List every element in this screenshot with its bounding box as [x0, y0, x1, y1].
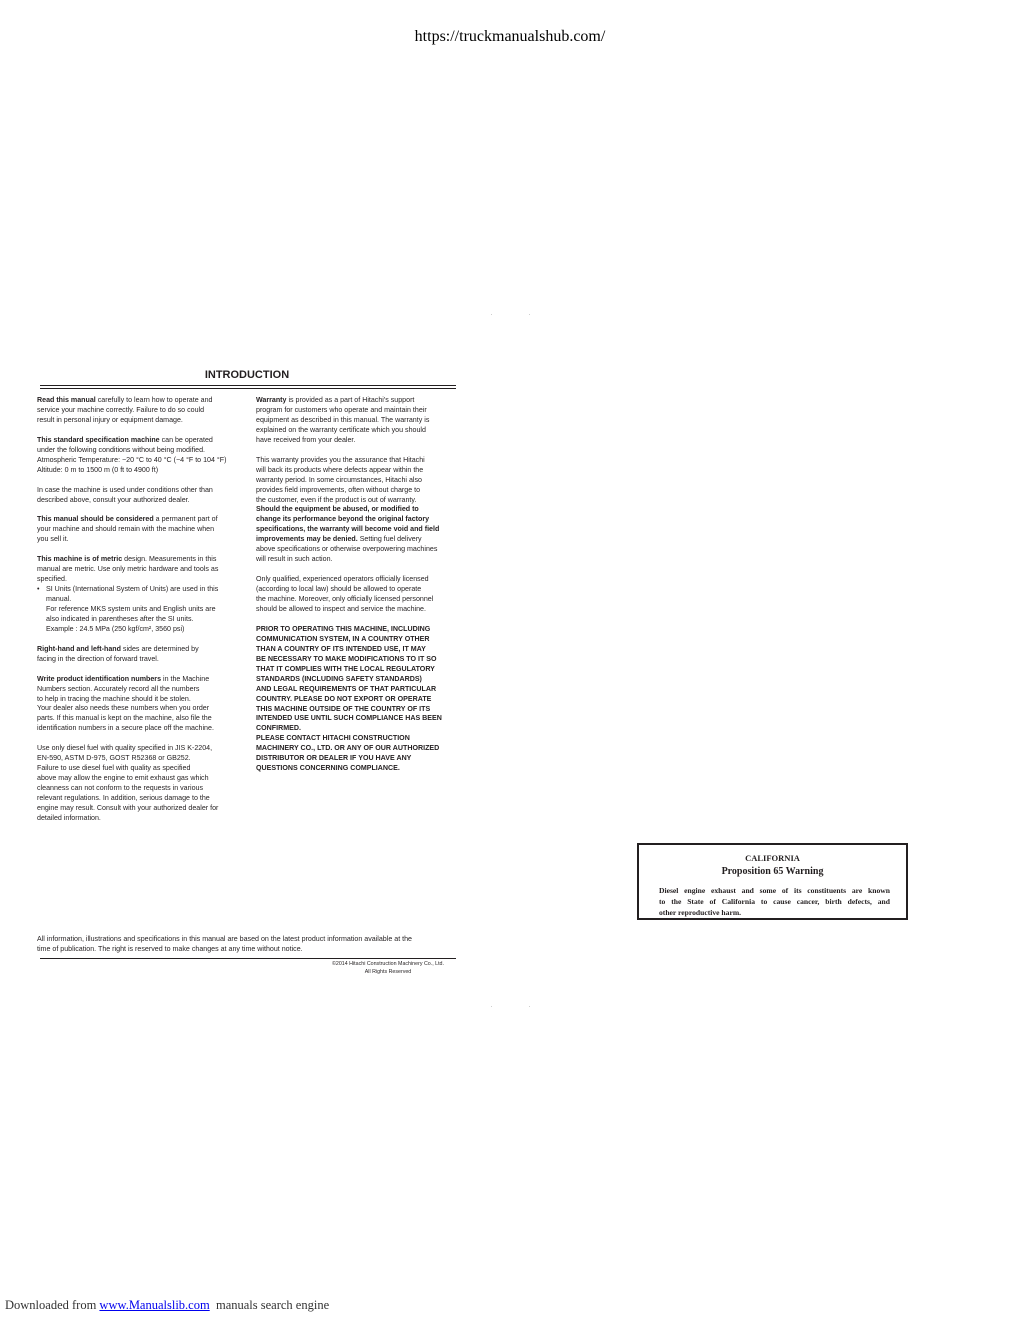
prop65-subtitle: Proposition 65 Warning [721, 866, 824, 877]
paragraph-compliance-notice: PRIOR TO OPERATING THIS MACHINE, INCLUDING COMMUNICATION SYSTEM, IN A COUNTRY OTHER THAN A COUNTRY OF ITS INTENDED USE, IT MAY BE NECESSARY TO MAKE MODIFICATIONS TO IT SO THAT IT COMPLIES WITH THE LOCAL REGULATORY STANDARDS (INCLUDING SAFETY STANDARDS) AND LEGAL REQUIREMENTS OF THAT PARTICULAR COUNTRY. PLEASE DO NOT EXPORT OR OPERATE THIS MACHINE OUTSIDE OF THE COUNTRY OF ITS INTENDED USE UNTIL SUCH COMPLIANCE HAS BEEN CONFIRMED. PLEASE CONTACT HITACHI CONSTRUCTION MACHINERY CO., LTD. OR ANY OF OUR AUTHORIZED DISTRIBUTOR OR DEALER IF YOU HAVE ANY QUESTIONS CONCERNING COMPLIANCE. [256, 624, 442, 773]
scan-mark [491, 1006, 492, 1007]
footer-prefix: Downloaded from [5, 1298, 100, 1312]
prop65-title: CALIFORNIA [745, 853, 800, 863]
paragraph-warranty-assurance: This warranty provides you the assurance that Hitachi will back its products where defects appear within the warranty period. In some circumstances, Hitachi also provides field improvements, often without charge to the customer, even if the product is out of warranty. Should the equipment be abused, or modified to change its performance beyond the original factory specifications, the warranty will become void and field improvements may be denied. Setting fuel delivery above specifications or otherwise overpowering machines will result in such action. [256, 455, 440, 564]
intro-left-column [37, 396, 239, 834]
scan-mark [529, 1006, 530, 1007]
paragraph-qualified-operators: Only qualified, experienced operators officially licensed (according to local law) should be allowed to operate the machine. Moreover, only officially licensed personnel should be allowed to inspect and service the machine. [256, 575, 434, 613]
page-title: INTRODUCTION [204, 369, 290, 381]
bullet-icon: • [37, 585, 40, 594]
scan-mark [491, 314, 492, 315]
manualslib-link[interactable]: www.Manualslib.com [99, 1298, 210, 1312]
source-url: https://truckmanualshub.com/ [414, 28, 606, 45]
title-rule [40, 385, 456, 386]
paragraph-standard-spec: This standard specification machine can be operated under the following conditions without being modified. Atmospheric Temperature: −20 °C to 40 °C (−4 °F to 104 °F) Altitude: 0 m to 1500 m (0 ft to 4900 ft) [37, 435, 227, 474]
paragraph-metric-design: This machine is of metric design. Measurements in this manual are metric. Use only metric hardware and tools as specified. • SI Units (International System of Units) are used in this manual. For reference MKS system units and English units are also indicated in parentheses after the SI units. Example : 24.5 MPa (250 kgf/cm², 3560 psi) [37, 555, 219, 633]
scan-mark [529, 314, 530, 315]
paragraph-other-conditions: In case the machine is used under conditions other than described above, consult your authorized dealer. [37, 485, 213, 504]
copyright: ©2014 Hitachi Construction Machinery Co., Ltd. All Rights Reserved [332, 961, 444, 975]
paragraph-identification-numbers: Write product identification numbers in the Machine Numbers section. Accurately record all the numbers to help in tracing the machine should it be stolen. Your dealer also needs these numbers when you order parts. If this manual is kept on the machine, also file the identification numbers in a secure place off the machine. [37, 674, 214, 733]
footer-rule [40, 958, 456, 959]
prop65-text: Diesel engine exhaust and some of its constituents are known to the State of California to cause cancer, birth defects, and other reproductive harm. [659, 886, 890, 917]
paragraph-permanent-part: This manual should be considered a permanent part of your machine and should remain with the machine when you sell it. [37, 515, 218, 544]
download-footer [5, 1298, 329, 1313]
disclaimer: All information, illustrations and specifications in this manual are based on the latest product information available at the time of publication. The right is reserved to make changes at any time without notice. [37, 935, 412, 953]
intro-right-column [256, 396, 460, 784]
title-rule [40, 388, 456, 389]
footer-suffix: manuals search engine [209, 1298, 330, 1312]
paragraph-read-manual: Read this manual carefully to learn how to operate and service your machine correctly. Failure to do so could result in personal injury or equipment damage. [37, 396, 213, 424]
paragraph-diesel-fuel: Use only diesel fuel with quality specified in JIS K-2204, EN-590, ASTM D-975, GOST R52368 or GB252. Failure to use diesel fuel with quality as specified above may allow the engine to emit exhaust gas which cleanness can not conform to the requests in various relevant regulations. In addition, serious damage to the engine may result. Consult with your authorized dealer for detailed information. [37, 744, 219, 822]
paragraph-right-left-hand: Right-hand and left-hand sides are determined by facing in the direction of forward travel. [37, 644, 199, 663]
paragraph-warranty: Warranty is provided as a part of Hitachi's support program for customers who operate and maintain their equipment as described in this manual. The warranty is explained on the warranty certificate which you should have received from your dealer. [256, 396, 430, 444]
prop65-warning-box [637, 843, 908, 920]
